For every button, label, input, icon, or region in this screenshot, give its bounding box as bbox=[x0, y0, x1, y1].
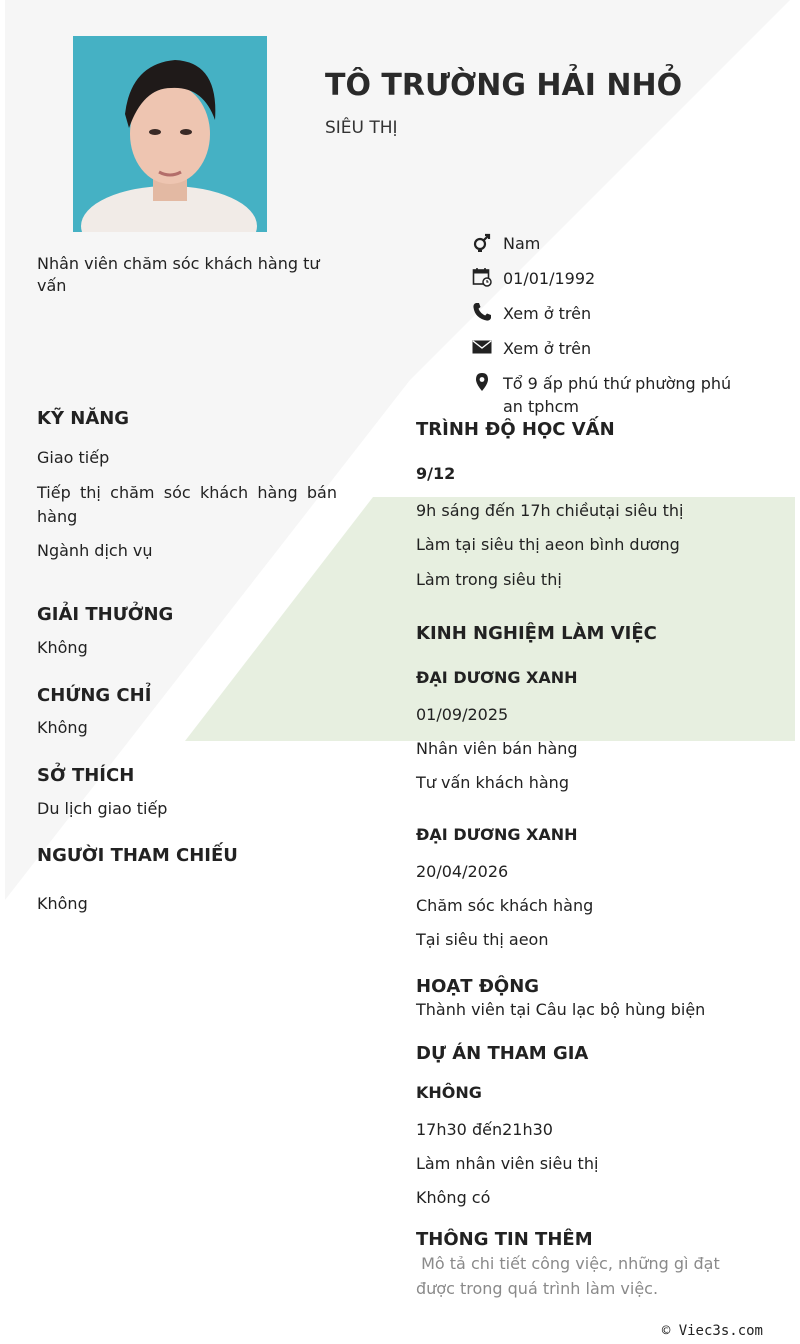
skill-item: Tiếp thị chăm sóc khách hàng bán hàng bbox=[37, 483, 337, 526]
contact-phone bbox=[472, 302, 732, 325]
project-line: Không có bbox=[416, 1188, 491, 1207]
hobbies-value: Du lịch giao tiếp bbox=[37, 799, 168, 818]
skill-item: Giao tiếp bbox=[37, 448, 110, 467]
contact-info bbox=[472, 232, 732, 430]
candidate-name: TÔ TRƯỜNG HẢI NHỎ bbox=[325, 68, 683, 103]
phone-value: Xem ở trên bbox=[503, 304, 592, 323]
contact-email bbox=[472, 337, 732, 360]
education-line: Làm tại siêu thị aeon bình dương bbox=[416, 535, 680, 554]
profile-photo bbox=[73, 36, 267, 232]
experience-job bbox=[416, 823, 756, 952]
person-avatar-icon bbox=[73, 36, 267, 232]
email-value: Xem ở trên bbox=[503, 339, 592, 358]
skills-section bbox=[37, 408, 337, 563]
certificates-section bbox=[37, 685, 337, 740]
skills-title: KỸ NĂNG bbox=[37, 408, 130, 429]
activities-value: Thành viên tại Câu lạc bộ hùng biện bbox=[416, 1000, 706, 1019]
gender-value: Nam bbox=[503, 234, 541, 253]
education-line: 9h sáng đến 17h chiềutại siêu thị bbox=[416, 501, 684, 520]
project-line: 17h30 đến21h30 bbox=[416, 1120, 553, 1139]
projects-section bbox=[416, 1043, 756, 1210]
education-line: Làm trong siêu thị bbox=[416, 570, 562, 589]
calendar-icon bbox=[472, 267, 494, 289]
hobbies-section bbox=[37, 765, 337, 821]
job-position: SIÊU THỊ bbox=[325, 118, 398, 138]
additional-info-value: Mô tả chi tiết công việc, những gì đạt được trong quá trình làm việc. bbox=[416, 1254, 725, 1298]
location-pin-icon bbox=[472, 372, 494, 394]
activities-section bbox=[416, 976, 756, 1022]
contact-birthday bbox=[472, 267, 732, 290]
footer-brand: © Viec3s.com bbox=[661, 1323, 763, 1339]
additional-info-title: THÔNG TIN THÊM bbox=[416, 1229, 593, 1250]
envelope-icon bbox=[472, 337, 494, 359]
project-name: KHÔNG bbox=[416, 1083, 482, 1102]
hobbies-title: SỞ THÍCH bbox=[37, 765, 135, 786]
contact-address bbox=[472, 372, 732, 418]
job-date: 01/09/2025 bbox=[416, 705, 509, 724]
experience-section bbox=[416, 623, 756, 952]
job-company: ĐẠI DƯƠNG XANH bbox=[416, 825, 578, 844]
job-company: ĐẠI DƯƠNG XANH bbox=[416, 668, 578, 687]
experience-title: KINH NGHIỆM LÀM VIỆC bbox=[416, 623, 657, 644]
contact-gender bbox=[472, 232, 732, 255]
additional-info-section bbox=[416, 1229, 756, 1301]
references-value: Không bbox=[37, 894, 88, 913]
skill-item: Ngành dịch vụ bbox=[37, 541, 153, 560]
awards-title: GIẢI THƯỞNG bbox=[37, 604, 174, 625]
gender-icon bbox=[472, 232, 494, 254]
awards-section bbox=[37, 604, 337, 660]
job-line: Tư vấn khách hàng bbox=[416, 773, 569, 792]
job-line: Nhân viên bán hàng bbox=[416, 739, 578, 758]
job-line: Tại siêu thị aeon bbox=[416, 930, 549, 949]
address-value: Tổ 9 ấp phú thứ phường phú an tphcm bbox=[503, 374, 732, 416]
job-date: 20/04/2026 bbox=[416, 862, 509, 881]
certificates-title: CHỨNG CHỈ bbox=[37, 685, 152, 706]
certificates-value: Không bbox=[37, 718, 88, 737]
activities-title: HOẠT ĐỘNG bbox=[416, 976, 540, 997]
projects-title: DỰ ÁN THAM GIA bbox=[416, 1043, 589, 1064]
education-title: TRÌNH ĐỘ HỌC VẤN bbox=[416, 419, 615, 440]
education-school: 9/12 bbox=[416, 464, 456, 483]
job-line: Chăm sóc khách hàng bbox=[416, 896, 594, 915]
education-section bbox=[416, 419, 756, 592]
birthday-value: 01/01/1992 bbox=[503, 269, 596, 288]
awards-value: Không bbox=[37, 638, 88, 657]
references-title: NGƯỜI THAM CHIẾU bbox=[37, 845, 238, 866]
phone-icon bbox=[472, 302, 494, 324]
project-line: Làm nhân viên siêu thị bbox=[416, 1154, 599, 1173]
references-section bbox=[37, 845, 337, 916]
experience-job bbox=[416, 666, 756, 795]
career-objective: Nhân viên chăm sóc khách hàng tư vấn bbox=[37, 254, 320, 295]
